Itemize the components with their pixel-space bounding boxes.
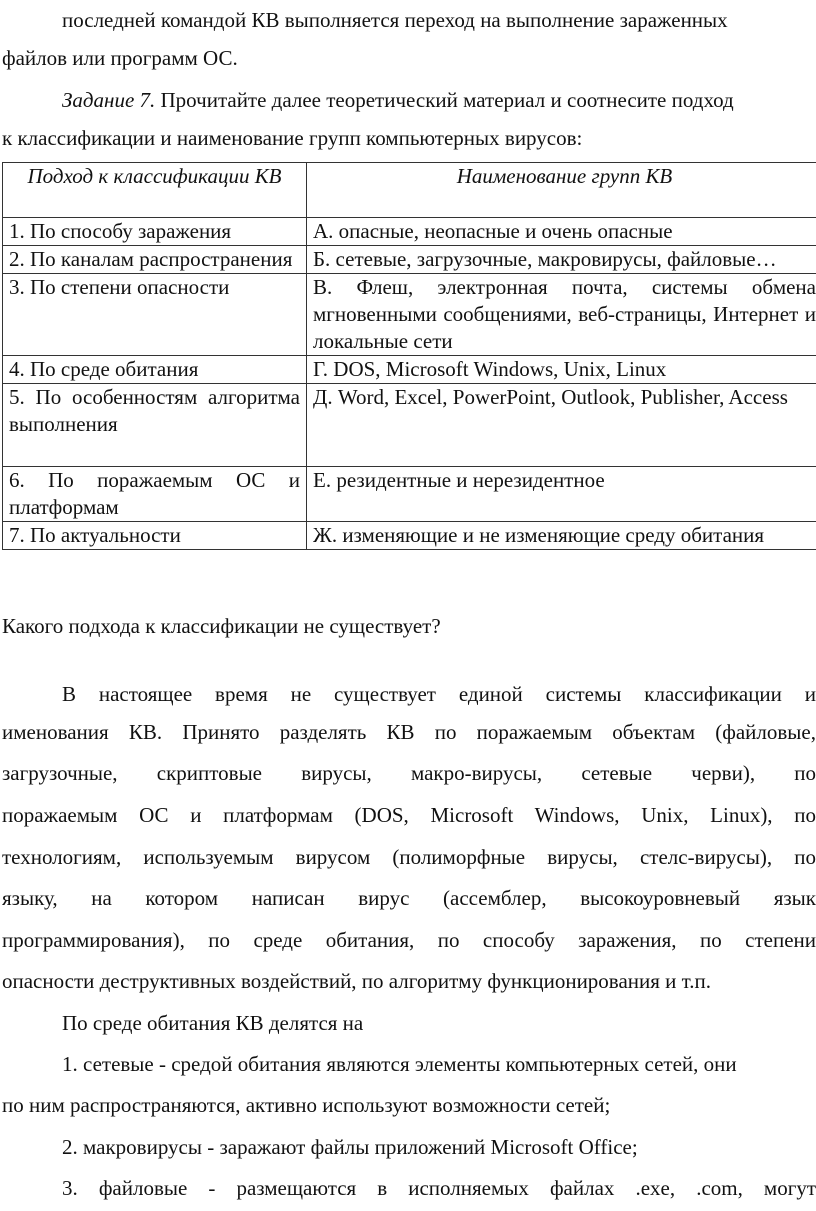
classification-table bbox=[2, 162, 816, 550]
habitat-title: По среде обитания КВ делятся на bbox=[62, 1011, 364, 1035]
task-text-2: к классификации и наименование групп компьютерных вирусов: bbox=[2, 126, 583, 150]
table-cell-approach: 1. По способу заражения bbox=[3, 218, 307, 246]
task-text-1: Прочитайте далее теоретический материал и соотнесите подход bbox=[155, 88, 734, 112]
table-cell-approach: 4. По среде обитания bbox=[3, 356, 307, 384]
intro-line-1: последней командой КВ выполняется переход на выполнение зараженных bbox=[62, 8, 728, 32]
paragraph-line: программирования), по среде обитания, по способу заражения, по степени bbox=[2, 928, 816, 952]
table-header-approach: Подход к классификации КВ bbox=[3, 163, 307, 218]
table-row bbox=[3, 218, 816, 246]
table-cell-group: В. Флеш, электронная почта, системы обмена мгновенными сообщениями, веб-страницы, Интернет и локальные сети bbox=[307, 274, 816, 356]
table-cell-approach: 2. По каналам распространения bbox=[3, 246, 307, 274]
table-header-groups: Наименование групп КВ bbox=[307, 163, 816, 218]
table-cell-approach: 7. По актуальности bbox=[3, 522, 307, 550]
habitat-item-3: 3. файловые - размещаются в исполняемых файлах .exe, .com, могут bbox=[62, 1176, 816, 1200]
paragraph-line: именования КВ. Принято разделять КВ по поражаемым объектам (файловые, bbox=[2, 720, 816, 744]
task-label: Задание 7. bbox=[62, 88, 156, 112]
table-cell-group: Ж. изменяющие и не изменяющие среду обитания bbox=[307, 522, 816, 550]
table-row bbox=[3, 467, 816, 522]
table-cell-approach: 3. По степени опасности bbox=[3, 274, 307, 356]
intro-line-2: файлов или программ ОС. bbox=[2, 46, 238, 70]
table-cell-approach: 6. По поражаемым ОС и платформам bbox=[3, 467, 307, 522]
habitat-item-1-cont: по ним распространяются, активно используют возможности сетей; bbox=[2, 1093, 611, 1117]
paragraph-line: поражаемым ОС и платформам (DOS, Microsoft Windows, Unix, Linux), по bbox=[2, 803, 816, 827]
paragraph-line: В настоящее время не существует единой системы классификации и bbox=[62, 682, 816, 706]
table-row bbox=[3, 356, 816, 384]
paragraph-line: загрузочные, скриптовые вирусы, макро-вирусы, сетевые черви), по bbox=[2, 761, 816, 785]
table-cell-group: Б. сетевые, загрузочные, макровирусы, файловые… bbox=[307, 246, 816, 274]
table-row bbox=[3, 522, 816, 550]
table-cell-group: Д. Word, Excel, PowerPoint, Outlook, Publisher, Access bbox=[307, 384, 816, 467]
paragraph-line: опасности деструктивных воздействий, по алгоритму функционирования и т.п. bbox=[2, 969, 711, 993]
table-cell-group: Г. DOS, Microsoft Windows, Unix, Linux bbox=[307, 356, 816, 384]
table-row bbox=[3, 246, 816, 274]
table-cell-group: Е. резидентные и нерезидентное bbox=[307, 467, 816, 522]
paragraph-line: языку, на котором написан вирус (ассемблер, высокоуровневый язык bbox=[2, 886, 816, 910]
table-row bbox=[3, 384, 816, 467]
question-text: Какого подхода к классификации не существует? bbox=[2, 614, 441, 638]
habitat-item-2: 2. макровирусы - заражают файлы приложений Microsoft Office; bbox=[62, 1135, 638, 1159]
table-row bbox=[3, 274, 816, 356]
task-heading bbox=[2, 86, 816, 114]
table-header-row bbox=[3, 163, 816, 218]
habitat-item-1: 1. сетевые - средой обитания являются элементы компьютерных сетей, они bbox=[62, 1052, 737, 1076]
table-cell-group: А. опасные, неопасные и очень опасные bbox=[307, 218, 816, 246]
paragraph-line: технологиям, используемым вирусом (полиморфные вирусы, стелс-вирусы), по bbox=[2, 845, 816, 869]
table-cell-approach: 5. По особенностям алгоритма выполнения bbox=[3, 384, 307, 467]
